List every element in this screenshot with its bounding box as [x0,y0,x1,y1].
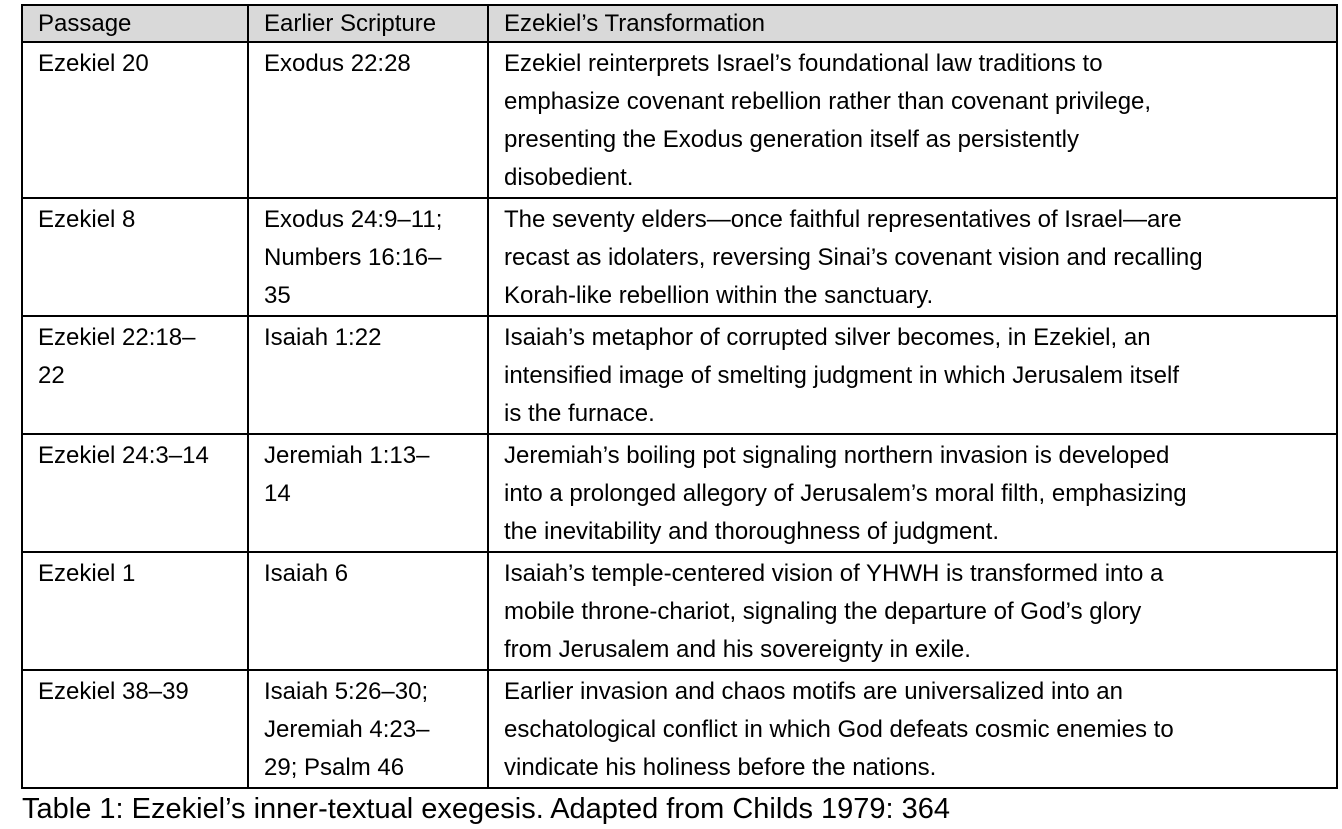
header-transformation: Ezekiel’s Transformation [488,5,1337,42]
cell-line: 35 [264,282,291,309]
cell-line: Isaiah 1:22 [264,324,382,351]
scripture-cell [248,670,488,788]
cell-line: Ezekiel reinterprets Israel’s foundational law traditions to [504,50,1103,77]
header-row [22,5,1337,42]
transformation-cell [488,552,1337,670]
table-row [22,434,1337,552]
passage-cell [22,198,248,316]
cell-line: Earlier invasion and chaos motifs are universalized into an [504,678,1123,705]
passage-cell [22,42,248,198]
cell-line: Jeremiah’s boiling pot signaling northern invasion is developed [504,442,1170,469]
cell-line: intensified image of smelting judgment in which Jerusalem itself [504,362,1179,389]
cell-line: 14 [264,480,291,507]
cell-line: Isaiah’s temple-centered vision of YHWH is transformed into a [504,560,1164,587]
cell-line: vindicate his holiness before the nations. [504,754,937,781]
passage-cell [22,316,248,434]
table-row [22,316,1337,434]
table-caption: Table 1: Ezekiel’s inner-textual exegesis. Adapted from Childs 1979: 364 [22,793,951,825]
cell-line: 29; Psalm 46 [264,754,405,781]
table-body [22,42,1337,788]
cell-line: The seventy elders—once faithful representatives of Israel—are [504,206,1182,233]
cell-line: Jeremiah 1:13– [264,442,430,469]
transformation-cell [488,670,1337,788]
scripture-cell [248,42,488,198]
cell-line: Korah-like rebellion within the sanctuary. [504,282,934,309]
cell-line: Exodus 22:28 [264,50,411,77]
passage-cell [22,670,248,788]
cell-line: recast as idolaters, reversing Sinai’s covenant vision and recalling [504,244,1203,271]
scripture-cell [248,434,488,552]
cell-line: into a prolonged allegory of Jerusalem’s moral filth, emphasizing [504,480,1187,507]
cell-line: Ezekiel 24:3–14 [38,442,209,469]
cell-line: disobedient. [504,164,634,191]
transformation-cell [488,434,1337,552]
cell-line: Ezekiel 38–39 [38,678,189,705]
cell-line: Exodus 24:9–11; [264,206,443,233]
scripture-cell [248,552,488,670]
document-page [21,4,1336,829]
cell-line: is the furnace. [504,400,655,427]
cell-line: Jeremiah 4:23– [264,716,430,743]
cell-line: presenting the Exodus generation itself as persistently [504,126,1080,153]
cell-line: Isaiah 6 [264,560,349,587]
transformation-cell [488,42,1337,198]
cell-line: Isaiah’s metaphor of corrupted silver becomes, in Ezekiel, an [504,324,1151,351]
cell-line: 22 [38,362,65,389]
header-earlier-scripture: Earlier Scripture [248,5,488,42]
scripture-cell [248,198,488,316]
cell-line: Ezekiel 8 [38,206,136,233]
cell-line: Ezekiel 20 [38,50,149,77]
cell-line: from Jerusalem and his sovereignty in exile. [504,636,971,663]
cell-line: Numbers 16:16– [264,244,442,271]
scripture-cell [248,316,488,434]
passage-cell [22,552,248,670]
exegesis-table [21,4,1338,789]
cell-line: the inevitability and thoroughness of judgment. [504,518,999,545]
table-row [22,42,1337,198]
cell-line: Ezekiel 22:18– [38,324,196,351]
transformation-cell [488,198,1337,316]
cell-line: mobile throne-chariot, signaling the departure of God’s glory [504,598,1142,625]
header-passage: Passage [22,5,248,42]
table-row [22,552,1337,670]
table-row [22,198,1337,316]
cell-line: Ezekiel 1 [38,560,136,587]
cell-line: eschatological conflict in which God defeats cosmic enemies to [504,716,1174,743]
cell-line: emphasize covenant rebellion rather than covenant privilege, [504,88,1152,115]
transformation-cell [488,316,1337,434]
cell-line: Isaiah 5:26–30; [264,678,429,705]
table-row [22,670,1337,788]
passage-cell [22,434,248,552]
table-header [22,5,1337,42]
